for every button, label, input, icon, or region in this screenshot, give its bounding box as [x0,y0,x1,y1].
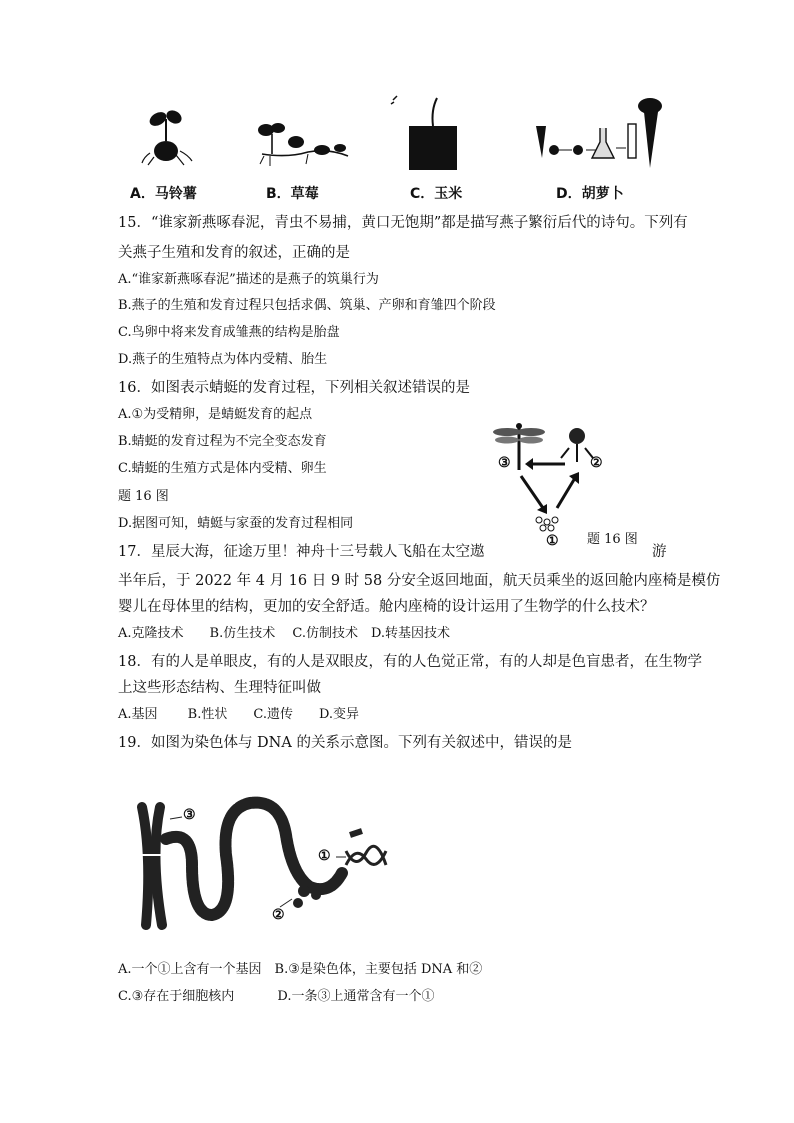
q18-stem-line1: 18．有的人是单眼皮，有的人是双眼皮，有的人色觉正常，有的人却是色盲患者，在生物学 [118,654,702,670]
q15-option-d: D.燕子的生殖特点为体内受精、胎生 [118,352,328,367]
q17-stem-line1-tail: 游 [652,544,667,560]
q17-stem-line2: 半年后，于 2022 年 4 月 16 日 9 时 58 分安全返回地面，航天员乘坐的返回舱内座椅是模仿 [118,573,721,589]
q15-option-b: B.燕子的生殖和发育过程只包括求偶、筑巢、产卵和育雏四个阶段 [118,298,496,313]
q15-option-c: C.鸟卵中将来发育成雏燕的结构是胎盘 [118,325,340,340]
q19-options-line2: C.③存在于细胞核内 D.一条③上通常含有一个① [118,989,435,1004]
strawberry-plant-image [248,118,352,168]
q18-options: A.基因 B.性状 C.遗传 D.变异 [118,707,360,722]
q17-stem-line1: 17．星辰大海，征途万里！神舟十三号载人飞船在太空遨 [118,544,485,560]
q14-option-d-caption: D．胡萝卜 [556,186,624,202]
q16-label-3: ③ [498,455,511,471]
q15-stem-line2: 关燕子生殖和发育的叙述，正确的是 [118,245,350,261]
corn-sprout-image [385,94,465,176]
q16-option-c: C.蜻蜓的生殖方式是体内受精、卵生 [118,461,327,476]
q14-option-c-caption: C．玉米 [410,186,463,202]
q16-option-d: D.据图可知，蜻蜓与家蚕的发育过程相同 [118,516,354,531]
potato-plant-image [140,105,210,165]
q15-stem-line1: 15．“谁家新燕啄春泥，青虫不易捕，黄口无饱期”都是描写燕子繁衍后代的诗句。下列有 [118,215,688,231]
chromosome-dna-figure [130,795,400,945]
q19-stem: 19．如图为染色体与 DNA 的关系示意图。下列有关叙述中，错误的是 [118,735,572,751]
q19-options-line1: A.一个①上含有一个基因 B.③是染色体，主要包括 DNA 和② [118,962,483,977]
q16-option-b: B.蜻蜓的发育过程为不完全变态发育 [118,434,327,449]
carrot-tissue-culture-image [528,98,668,176]
q16-label-1: ① [546,533,559,549]
q17-options: A.克隆技术 B.仿生技术 C.仿制技术 D.转基因技术 [118,626,451,641]
q15-option-a: A.“谁家新燕啄春泥”描述的是燕子的筑巢行为 [118,272,379,287]
q14-option-b-caption: B．草莓 [266,186,319,202]
q16-label-2: ② [590,455,603,471]
q18-stem-line2: 上这些形态结构、生理特征叫做 [118,680,321,696]
q16-option-a: A.①为受精卵，是蜻蜓发育的起点 [118,407,313,422]
q16-figure-label: 题 16 图 [587,532,638,547]
q16-figure-label-inline: 题 16 图 [118,489,169,504]
q16-stem: 16．如图表示蜻蜓的发育过程，下列相关叙述错误的是 [118,380,470,396]
q14-option-a-caption: A．马铃薯 [130,186,197,202]
q19-label-3: ③ [183,807,196,823]
q17-stem-line3: 婴儿在母体里的结构，更加的安全舒适。舱内座椅的设计运用了生物学的什么技术？ [118,599,655,615]
q19-label-1: ① [318,848,331,864]
q19-label-2: ② [272,907,285,923]
